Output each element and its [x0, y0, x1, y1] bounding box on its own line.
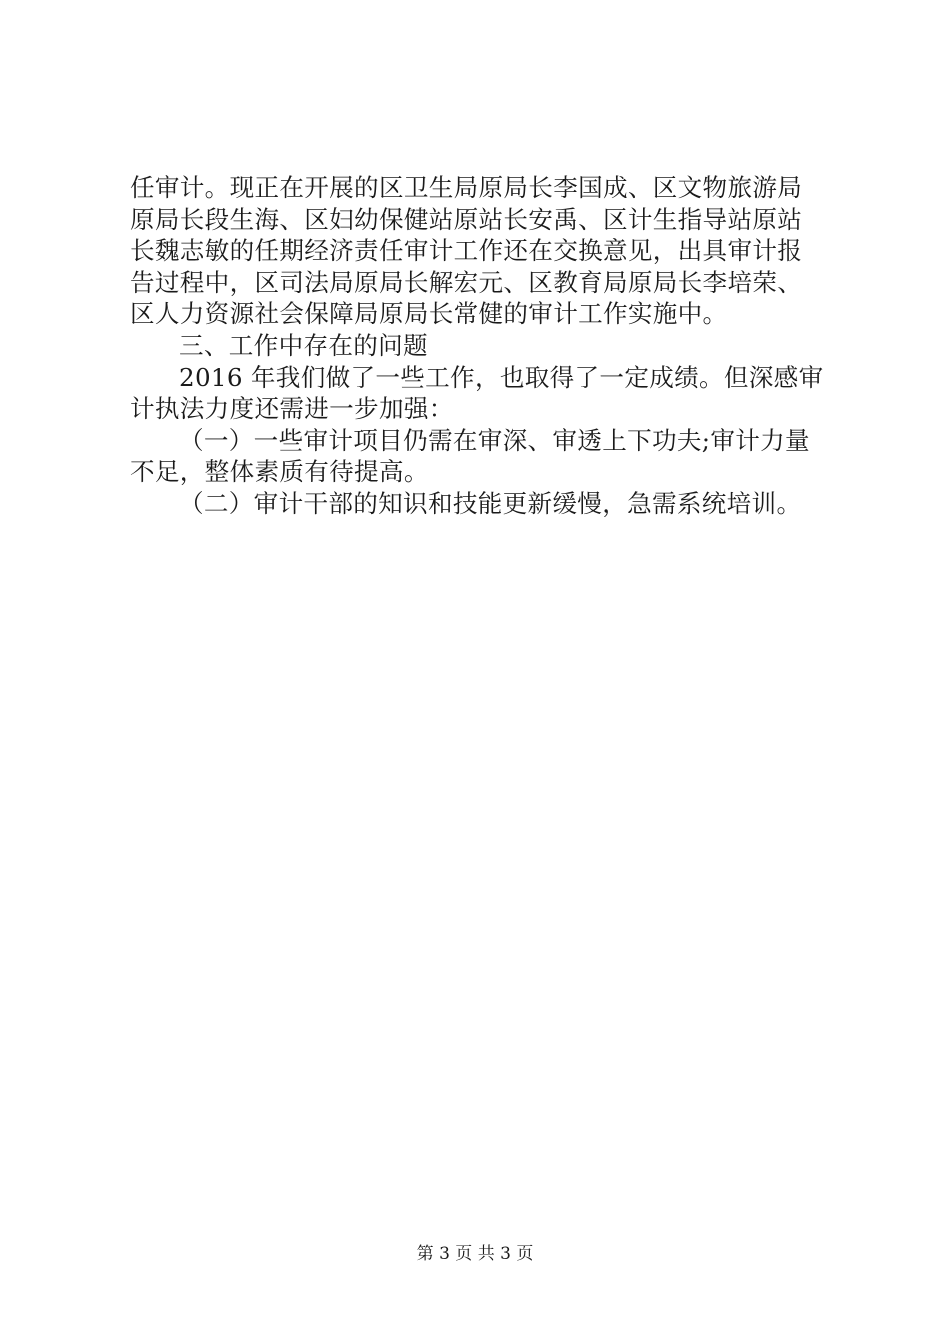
paragraph-line: 告过程中，区司法局原局长解宏元、区教育局原局长李培荣、: [130, 267, 803, 297]
document-body: [130, 172, 830, 520]
list-item-line: （二）审计干部的知识和技能更新缓慢，急需系统培训。: [179, 488, 802, 518]
page-footer: 第 3 页 共 3 页: [416, 1244, 534, 1264]
paragraph-line: 原局长段生海、区妇幼保健站原站长安禹、区计生指导站原站: [130, 204, 803, 234]
paragraph-line: 区人力资源社会保障局原局长常健的审计工作实施中。: [130, 299, 728, 329]
list-item-line: 不足，整体素质有待提高。: [130, 457, 429, 487]
section-heading: 三、工作中存在的问题: [179, 330, 428, 360]
list-item-line: （一）一些审计项目仍需在审深、审透上下功夫;审计力量: [179, 425, 810, 455]
paragraph-line: 任审计。现正在开展的区卫生局原局长李国成、区文物旅游局: [130, 173, 803, 202]
paragraph-line: 长魏志敏的任期经济责任审计工作还在交换意见，出具审计报: [130, 236, 803, 266]
paragraph-line: 2016 年我们做了一些工作，也取得了一定成绩。但深感审: [179, 362, 824, 392]
paragraph-line: 计执法力度还需进一步加强：: [130, 394, 454, 424]
